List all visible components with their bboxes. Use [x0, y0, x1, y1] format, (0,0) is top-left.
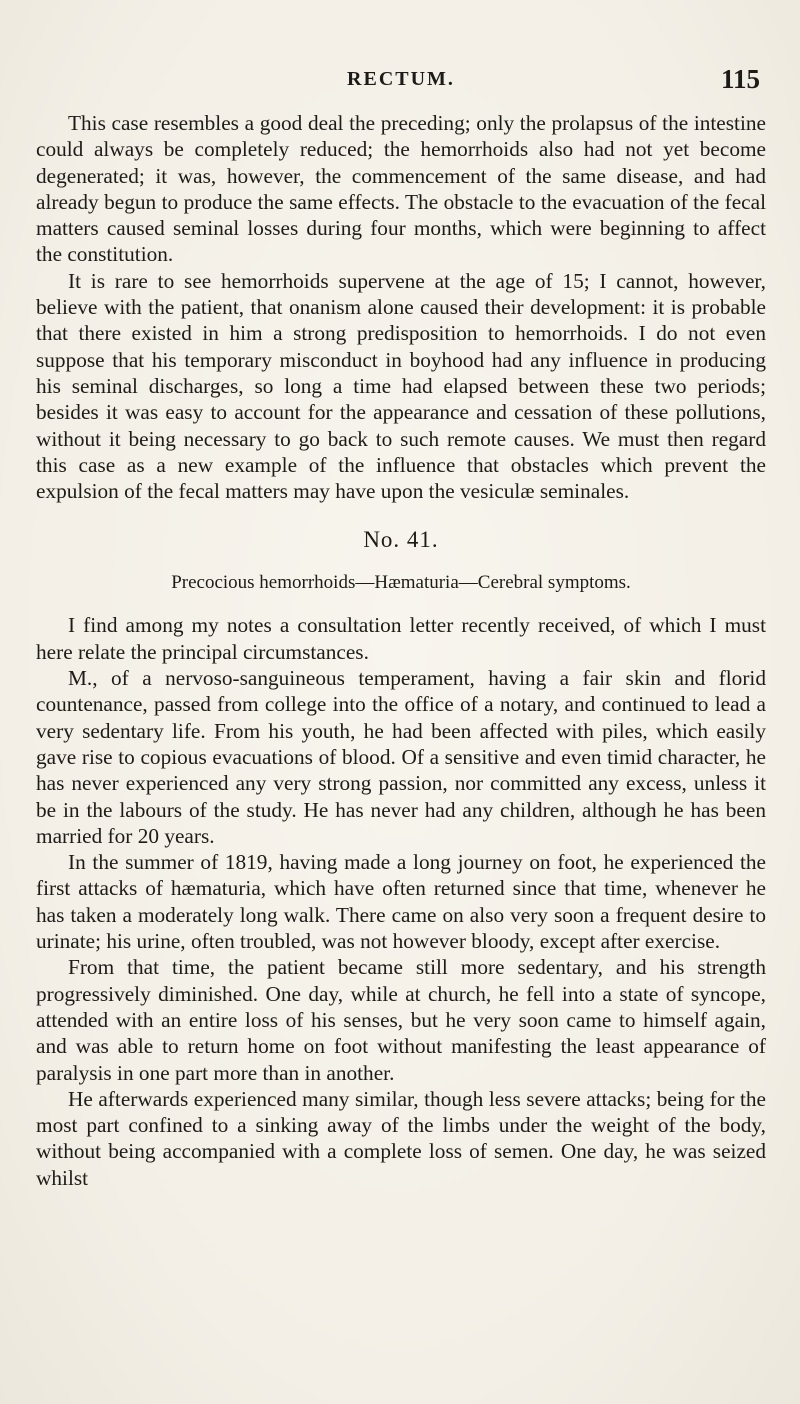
case-number-heading: No. 41.: [363, 527, 439, 553]
paragraph: In the summer of 1819, having made a long journey on foot, he experienced the first attacks of hæmaturia, which have often returned since that time, whenever he has taken a moderately long walk. There came on also very soon a frequent desire to urinate; his urine, often troubled, was not however bloody, except after exercise.: [36, 850, 766, 954]
paragraph: It is rare to see hemorrhoids supervene at the age of 15; I cannot, however, believe with the patient, that onanism alone caused their development: it is probable that there existed in him a strong predisposition to hemorrhoids. I do not even suppose that his temporary misconduct in boyhood had any influence in producing his seminal discharges, so long a time had elapsed between these two periods; besides it was easy to account for the appearance and cessation of these pollutions, without it being necessary to go back to such remote causes. We must then regard this case as a new example of the influence that obstacles which prevent the expulsion of the fecal matters may have upon the vesiculæ seminales.: [36, 268, 766, 504]
page-header: [36, 64, 766, 98]
page-number: 115: [720, 64, 760, 94]
paragraph: This case resembles a good deal the preceding; only the prolapsus of the intestine could always be completely reduced; the hemorrhoids also had not yet become degenerated; it was, however, the commencement of the same disease, and had already begun to produce the same effects. The obstacle to the evacuation of the fecal matters caused seminal losses during four months, which were beginning to affect the constitution.: [36, 111, 766, 267]
body-text: [36, 110, 766, 1191]
paragraph: I find among my notes a consultation letter recently received, of which I must here relate the principal circumstances.: [36, 613, 766, 664]
paragraph: M., of a nervoso-sanguineous temperament, having a fair skin and florid countenance, passed from college into the office of a notary, and continued to lead a very sedentary life. From his youth, he had been affected with piles, which easily gave rise to copious evacuations of blood. Of a sensitive and even timid character, he has never experienced any very strong passion, nor committed any excess, unless it be in the labours of the study. He has never had any children, although he has been married for 20 years.: [36, 666, 766, 848]
case-subtitle: Precocious hemorrhoids—Hæmaturia—Cerebral symptoms.: [171, 572, 631, 594]
paragraph: He afterwards experienced many similar, though less severe attacks; being for the most part confined to a sinking away of the limbs under the weight of the body, without being accompanied with a complete loss of semen. One day, he was seized whilst: [36, 1086, 766, 1190]
running-title: RECTUM.: [347, 68, 455, 90]
paragraph: From that time, the patient became still more sedentary, and his strength progressively diminished. One day, while at church, he fell into a state of syncope, attended with an entire loss of his senses, but he very soon came to himself again, and was able to return home on foot without manifesting the least appearance of paralysis in one part more than in another.: [36, 955, 766, 1085]
